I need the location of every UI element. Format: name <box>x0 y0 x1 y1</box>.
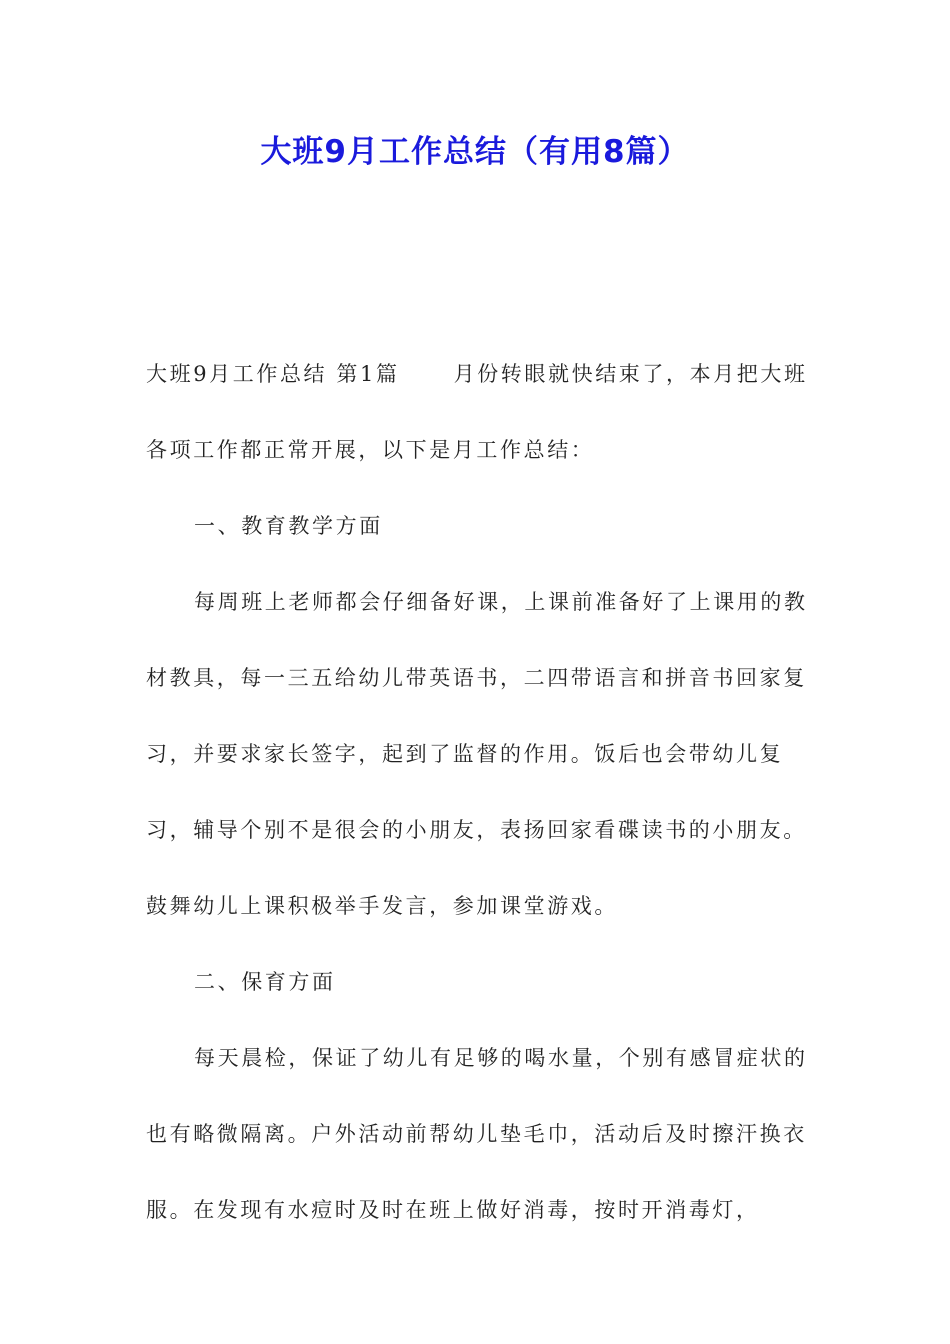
paragraph-education: 每周班上老师都会仔细备好课，上课前准备好了上课用的教材教具，每一三五给幼儿带英语书，二四带语言和拼音书回家复习，并要求家长签字，起到了监督的作用。饭后也会带幼儿复习，辅导个别不是很会的小朋友，表扬回家看碟读书的小朋友。鼓舞幼儿上课积极举手发言，参加课堂游戏。 <box>146 590 808 918</box>
article-heading: 大班9月工作总结 第1篇 <box>146 362 400 386</box>
document-title: 大班9月工作总结（有用8篇） <box>260 134 690 170</box>
paragraph-1-text: 月份转眼就快结束了，本月把大班各项工作都正常开展，以下是月工作总结： <box>146 362 808 462</box>
section-heading-care: 二、保育方面 <box>194 970 336 994</box>
paragraph-care: 每天晨检，保证了幼儿有足够的喝水量，个别有感冒症状的也有略微隔离。户外活动前帮幼儿垫毛巾，活动后及时擦汗换衣服。在发现有水痘时及时在班上做好消毒，按时开消毒灯， <box>146 1046 808 1222</box>
document-body <box>146 336 810 1248</box>
paragraph-1 <box>146 336 810 488</box>
section-heading-education: 一、教育教学方面 <box>194 514 383 538</box>
